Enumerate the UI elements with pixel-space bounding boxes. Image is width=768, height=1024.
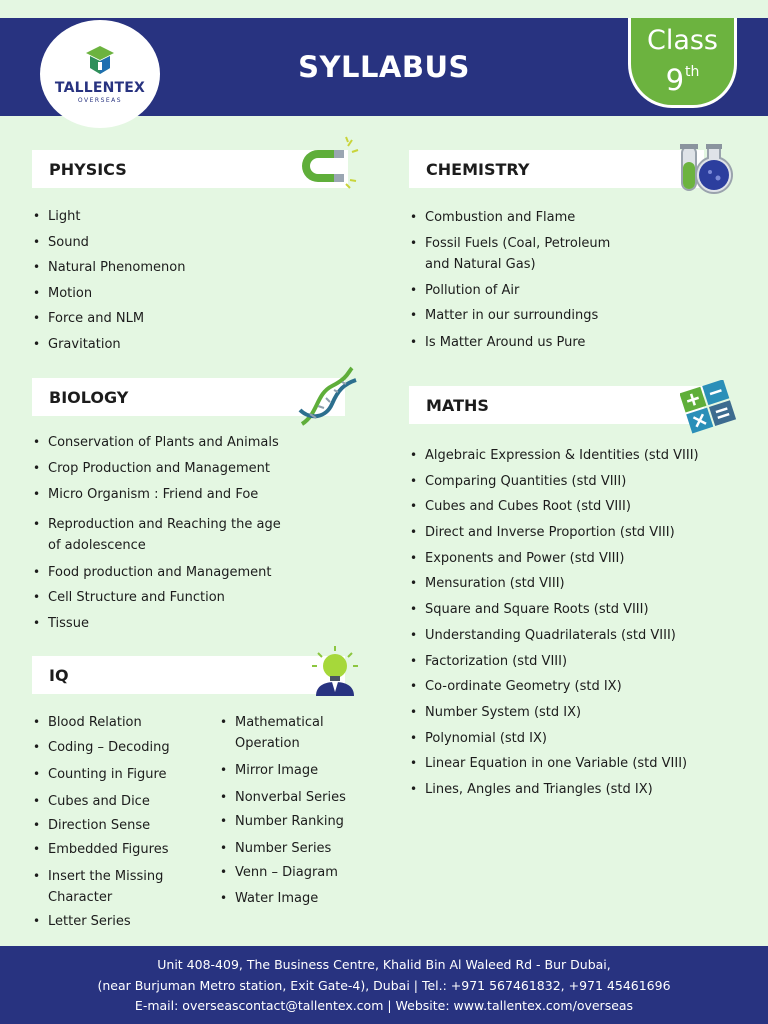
class-suffix: th: [685, 64, 700, 80]
list-item: • Co-ordinate Geometry (std IX): [409, 678, 699, 704]
chemistry-list: [409, 209, 610, 359]
calculator-icon: [680, 380, 738, 434]
list-item: • Cell Structure and Function: [32, 589, 281, 615]
list-item: • Exponents and Power (std VIII): [409, 550, 699, 576]
list-item-continuation: of adolescence: [48, 538, 146, 553]
list-item: • Mensuration (std VIII): [409, 575, 699, 601]
test-tube-flask-icon: [678, 142, 738, 196]
list-item: • Linear Equation in one Variable (std VIII): [409, 755, 699, 781]
list-item: • Blood Relation: [32, 714, 170, 739]
list-item-continuation: and Natural Gas): [425, 257, 536, 272]
maths-heading: [409, 386, 704, 424]
chemistry-heading: [409, 150, 704, 188]
list-item: • Embedded Figures: [32, 841, 170, 868]
footer: [0, 946, 768, 1024]
physics-list: [32, 208, 185, 361]
list-item: • Motion: [32, 285, 185, 311]
list-item: • Cubes and Dice: [32, 793, 170, 817]
list-item: • Polynomial (std IX): [409, 730, 699, 756]
list-item: • Reproduction and Reaching the age: [32, 516, 281, 537]
list-item: • Food production and Management: [32, 564, 281, 589]
iq-list-col2: [219, 714, 346, 914]
list-item: • Number System (std IX): [409, 704, 699, 730]
class-label: Class: [646, 25, 719, 56]
list-item: • Comparing Quantities (std VIII): [409, 473, 699, 499]
iq-title: IQ: [49, 665, 69, 685]
class-number-value: 9: [665, 63, 685, 97]
logo-subtext: OVERSEAS: [77, 97, 123, 104]
list-item: • Algebraic Expression & Identities (std VIII): [409, 447, 699, 473]
list-item: • Number Ranking: [219, 813, 346, 840]
list-item: • Conservation of Plants and Animals: [32, 434, 281, 460]
list-item: • Natural Phenomenon: [32, 259, 185, 285]
biology-title: BIOLOGY: [49, 387, 129, 407]
list-item: • Lines, Angles and Triangles (std IX): [409, 781, 699, 807]
list-item: • Pollution of Air: [409, 282, 610, 307]
list-item: • Square and Square Roots (std VIII): [409, 601, 699, 627]
logo-text: TALLENTEX: [54, 80, 146, 96]
page-title: SYLLABUS: [298, 50, 470, 84]
list-item: • Tissue: [32, 615, 281, 640]
iq-list-col1: [32, 714, 170, 937]
chemistry-title: CHEMISTRY: [426, 159, 530, 179]
list-item: • Water Image: [219, 890, 346, 914]
list-item: • Counting in Figure: [32, 766, 170, 793]
list-item: • Sound: [32, 234, 185, 260]
list-item: • Coding – Decoding: [32, 739, 170, 766]
physics-title: PHYSICS: [49, 159, 127, 179]
class-badge: [628, 18, 737, 108]
dna-icon: [296, 364, 358, 430]
footer-address: Unit 408-409, The Business Centre, Khalid Bin Al Waleed Rd - Bur Dubai,: [157, 957, 611, 972]
list-item: • Crop Production and Management: [32, 460, 281, 486]
list-item: • Gravitation: [32, 336, 185, 362]
magnet-icon: [296, 136, 360, 196]
list-item: • Matter in our surroundings: [409, 307, 610, 334]
list-item: • Mirror Image: [219, 762, 346, 789]
maths-title: MATHS: [426, 395, 489, 415]
list-item: • Number Series: [219, 840, 346, 864]
class-number: [631, 56, 734, 96]
list-item: • Micro Organism : Friend and Foe: [32, 486, 281, 516]
list-item: • Is Matter Around us Pure: [409, 334, 610, 359]
footer-contact: E-mail: overseascontact@tallentex.com | Website: www.tallentex.com/overseas: [134, 998, 634, 1013]
list-item: • Direction Sense: [32, 817, 170, 841]
list-item: • Venn – Diagram: [219, 864, 346, 890]
list-item: • Letter Series: [32, 913, 170, 937]
list-item: • Force and NLM: [32, 310, 185, 336]
list-item: • Understanding Quadrilaterals (std VIII): [409, 627, 699, 653]
list-item: • Direct and Inverse Proportion (std VIII): [409, 524, 699, 550]
list-item: • Nonverbal Series: [219, 789, 346, 813]
biology-list: [32, 434, 281, 640]
list-item-continuation: Operation: [235, 736, 300, 751]
footer-address-phone: (near Burjuman Metro station, Exit Gate-4), Dubai | Tel.: +971 567461832, +971 45461696: [97, 977, 671, 993]
list-item: • Insert the Missing: [32, 868, 170, 889]
maths-list: [409, 447, 699, 807]
list-item: • Mathematical: [219, 714, 346, 735]
list-item: • Factorization (std VIII): [409, 653, 699, 679]
list-item: • Fossil Fuels (Coal, Petroleum: [409, 235, 610, 256]
list-item-continuation: Character: [48, 890, 113, 905]
iq-heading: [32, 656, 345, 694]
list-item: • Cubes and Cubes Root (std VIII): [409, 498, 699, 524]
list-item: • Light: [32, 208, 185, 234]
list-item: • Combustion and Flame: [409, 209, 610, 235]
lightbulb-person-icon: [308, 644, 362, 698]
